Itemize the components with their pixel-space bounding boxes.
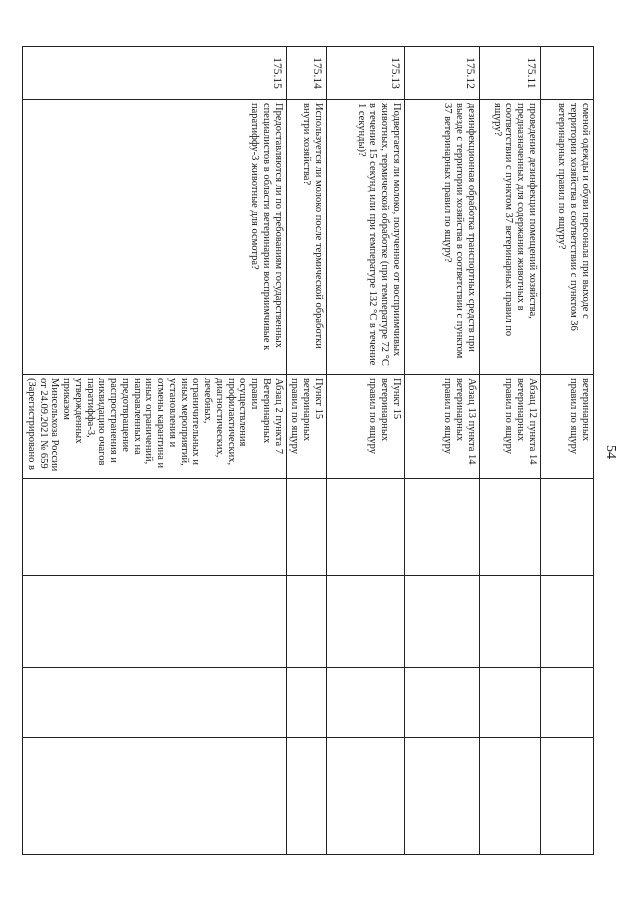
item-question: сменой одежды и обуви персонала при выходе с территории хозяйства в соответствии с пунктом 36 ветеринарных правил по ящуру?: [541, 100, 594, 375]
item-number: 175.14: [286, 47, 326, 100]
answer-na-cell[interactable]: [23, 668, 287, 738]
table-row: [405, 47, 480, 855]
item-number: 175.11: [480, 47, 541, 100]
item-reference: Пункт 15 ветеринарных правил по ящуру: [327, 375, 405, 479]
item-number: 175.15: [23, 47, 287, 100]
note-cell[interactable]: [541, 738, 594, 855]
table-row: [286, 47, 326, 855]
answer-no-cell[interactable]: [405, 576, 480, 668]
item-number: 175.13: [327, 47, 405, 100]
item-reference: Абзац 13 пункта 14 ветеринарных правил по ящуру: [405, 375, 480, 479]
item-question: Предоставляются ли по требованиям государственных специалистов в области ветеринарии восприимчивые к паратиффу-3 животные для осмотра?: [23, 100, 287, 375]
table-row: [480, 47, 541, 855]
note-cell[interactable]: [405, 738, 480, 855]
item-number: 175.12: [405, 47, 480, 100]
note-cell[interactable]: [286, 738, 326, 855]
answer-na-cell[interactable]: [405, 668, 480, 738]
answer-yes-cell[interactable]: [286, 479, 326, 576]
item-question: дезинфекционная обработка транспортных средств при выезде с территории хозяйства в соответствии с пунктом 37 ветеринарных правил по ящуру?: [405, 100, 480, 375]
item-question: Используется ли молоко после термической обработки внутри хозяйства?: [286, 100, 326, 375]
item-reference: Пункт 15 ветеринарных правил по ящуру: [286, 375, 326, 479]
checklist-table-rotated: [26, 46, 594, 854]
answer-no-cell[interactable]: [541, 576, 594, 668]
answer-no-cell[interactable]: [286, 576, 326, 668]
item-reference: ветеринарных правил по ящуру: [541, 375, 594, 479]
checklist-table-frame: [26, 46, 594, 854]
page-number: 54: [603, 445, 618, 459]
item-reference: Абзац 12 пункта 14 ветеринарных правил по ящуру: [480, 375, 541, 479]
answer-na-cell[interactable]: [327, 668, 405, 738]
note-cell[interactable]: [327, 738, 405, 855]
note-cell[interactable]: [480, 738, 541, 855]
answer-yes-cell[interactable]: [327, 479, 405, 576]
table-row: [541, 47, 594, 855]
answer-no-cell[interactable]: [23, 576, 287, 668]
answer-na-cell[interactable]: [480, 668, 541, 738]
item-number: [541, 47, 594, 100]
answer-no-cell[interactable]: [327, 576, 405, 668]
table-row: [23, 47, 287, 855]
answer-yes-cell[interactable]: [23, 479, 287, 576]
answer-yes-cell[interactable]: [405, 479, 480, 576]
item-question: проведение дезинфекции помещений хозяйства, предназначенных для содержания животных в соответствии с пунктом 37 ветеринарных правил по ящуру?: [480, 100, 541, 375]
item-reference: Абзац 2 пункта 7 Ветеринарных правил осуществления профилактических, диагностических, лечебных, ограничительных и иных мероприятий, установления и отмены карантина и иных ограничений, направленных на предотвращение распространения и ликвидацию очагов паратиффа-3, утвержденных приказом Минсельхоза России от 24.09.2021 № 659 (Зарегистрировано в: [23, 375, 287, 479]
checklist-table: [22, 46, 594, 855]
answer-na-cell[interactable]: [286, 668, 326, 738]
answer-yes-cell[interactable]: [541, 479, 594, 576]
answer-no-cell[interactable]: [480, 576, 541, 668]
note-cell[interactable]: [23, 738, 287, 855]
table-row: [327, 47, 405, 855]
item-question: Подвергается ли молоко, полученное от восприимчивых животных, термической обработке (при температуре 72 °С в течение 15 секунд или при температуре 132 °С в течение 1 секунды)?: [327, 100, 405, 375]
answer-na-cell[interactable]: [541, 668, 594, 738]
answer-yes-cell[interactable]: [480, 479, 541, 576]
